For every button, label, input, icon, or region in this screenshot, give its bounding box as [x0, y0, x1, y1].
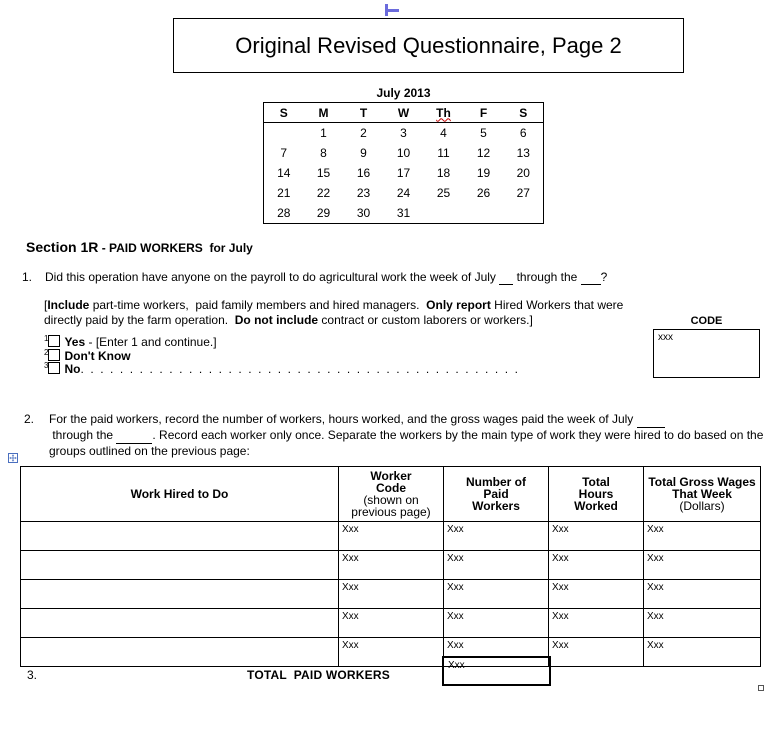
- instr-text-1: part-time workers, paid family members and hired managers.: [89, 298, 427, 312]
- calendar-week-row: [264, 183, 544, 203]
- table-row: [21, 580, 761, 609]
- total-wages-cell[interactable]: Xxx: [644, 551, 761, 580]
- worker-code-cell[interactable]: Xxx: [339, 580, 444, 609]
- calendar-day-cell: 1: [320, 126, 327, 140]
- calendar-day-cell: 7: [280, 146, 288, 160]
- header-work-hired: Work Hired to Do: [21, 467, 339, 522]
- calendar-day-cell: [424, 203, 464, 224]
- option-no[interactable]: [44, 361, 520, 376]
- header-number-paid: Number of Paid Workers: [444, 467, 549, 522]
- total-wages-cell[interactable]: Xxx: [644, 609, 761, 638]
- header-total-wages-title: Total Gross Wages That Week: [648, 475, 756, 501]
- calendar-day-cell: 28: [277, 206, 291, 220]
- section-title: PAID WORKERS: [109, 241, 203, 255]
- header-worker-code-title: Worker Code: [370, 469, 412, 495]
- section-suffix: for July: [202, 241, 253, 255]
- calendar-day-cell: 10: [396, 146, 411, 160]
- calendar-day-cell: 22: [316, 186, 331, 200]
- header-total-hours: Total Hours Worked: [549, 467, 644, 522]
- calendar-day-cell: 6: [519, 126, 527, 140]
- calendar-day-cell: 24: [396, 186, 411, 200]
- calendar-title: July 2013: [376, 86, 431, 100]
- header-worker-code-note: (shown on previous page): [351, 493, 431, 519]
- work-hired-cell[interactable]: [21, 522, 339, 551]
- total-hours-cell[interactable]: Xxx: [549, 522, 644, 551]
- calendar-day-header: S: [504, 103, 544, 123]
- calendar-day-cell: 15: [316, 166, 331, 180]
- instr-text-2: Hired Workers that were directly paid by the farm operation.: [44, 298, 627, 327]
- question-1-blank-end[interactable]: [581, 270, 601, 285]
- question-2-text-c: . Record each worker only once. Separate the workers by the main type of work they were hired to do based on the groups outlined on the previous page:: [49, 428, 764, 458]
- text-cursor-marker-icon: [385, 4, 399, 16]
- work-hired-cell[interactable]: [21, 551, 339, 580]
- calendar-day-cell: 30: [356, 206, 371, 220]
- question-1-text-c: ?: [600, 270, 608, 284]
- total-wages-cell[interactable]: Xxx: [644, 638, 761, 667]
- calendar-day-cell: 23: [356, 186, 371, 200]
- section-code: Section 1R: [26, 239, 99, 255]
- table-body: [21, 522, 761, 667]
- calendar-day-header: S: [264, 103, 304, 123]
- total-wages-cell[interactable]: Xxx: [644, 580, 761, 609]
- question-2-number: 2.: [24, 412, 35, 426]
- question-1-text-a: Did this operation have anyone on the payroll to do agricultural work the week of July: [45, 270, 500, 284]
- question-1-text: [45, 270, 607, 285]
- total-hours-cell[interactable]: Xxx: [549, 551, 644, 580]
- option-label: Yes: [64, 335, 86, 349]
- calendar-day-cell: 14: [277, 166, 291, 180]
- resize-handle-icon[interactable]: [758, 685, 764, 691]
- calendar-weeks: [264, 123, 544, 224]
- calendar-day-cell: [264, 123, 304, 144]
- work-hired-cell[interactable]: [21, 609, 339, 638]
- calendar: [263, 102, 544, 224]
- calendar-day-cell: 5: [480, 126, 487, 140]
- calendar-day-header: W: [384, 103, 424, 123]
- header-total-wages-note: (Dollars): [679, 499, 725, 513]
- code-input[interactable]: [653, 329, 760, 378]
- question-2-text-a: For the paid workers, record the number of workers, hours worked, and the gross wages paid the week of July: [49, 412, 637, 426]
- question-2-text: [49, 412, 767, 459]
- instr-open: [: [44, 298, 48, 312]
- paid-workers-table: [20, 466, 761, 667]
- instr-do-not-include: Do not include: [234, 313, 319, 327]
- instr-only-report: Only report: [426, 298, 491, 312]
- option-number: 3: [44, 361, 49, 370]
- calendar-day-cell: 16: [356, 166, 371, 180]
- worker-code-cell[interactable]: Xxx: [339, 551, 444, 580]
- question-1-instructions: [44, 298, 664, 328]
- question-1-number: 1.: [22, 270, 33, 284]
- table-row: [21, 551, 761, 580]
- code-label: CODE: [690, 315, 723, 327]
- calendar-day-header: M: [304, 103, 344, 123]
- table-row: [21, 609, 761, 638]
- option-number: 1: [44, 334, 49, 343]
- section-dash: -: [98, 241, 110, 255]
- question-2-blank-end[interactable]: [116, 428, 152, 444]
- total-hours-cell[interactable]: Xxx: [549, 580, 644, 609]
- total-paid-workers-label: TOTAL PAID WORKERS: [247, 668, 390, 682]
- checkbox-no[interactable]: [48, 362, 60, 374]
- number-paid-cell[interactable]: Xxx: [444, 522, 549, 551]
- total-paid-workers-input[interactable]: [442, 656, 551, 686]
- calendar-day-cell: 2: [360, 126, 367, 140]
- total-paid-workers-value: Xxx: [448, 660, 465, 671]
- page-title: [173, 18, 684, 73]
- number-paid-cell[interactable]: Xxx: [444, 638, 549, 667]
- option-number: 2: [44, 348, 49, 357]
- question-2-text-b: through the: [49, 428, 117, 442]
- calendar-day-cell: 4: [440, 126, 447, 140]
- calendar-day-header: F: [464, 103, 504, 123]
- header-worker-code: [339, 467, 444, 522]
- number-paid-cell[interactable]: Xxx: [444, 580, 549, 609]
- calendar-day-cell: 3: [400, 126, 407, 140]
- question-1-text-b: through the: [513, 270, 581, 284]
- number-paid-cell[interactable]: Xxx: [444, 609, 549, 638]
- number-paid-cell[interactable]: Xxx: [444, 551, 549, 580]
- worker-code-cell[interactable]: Xxx: [339, 638, 444, 667]
- calendar-week-row: [264, 123, 544, 144]
- calendar-day-cell: 17: [396, 166, 411, 180]
- calendar-week-row: [264, 203, 544, 224]
- calendar-day-cell: 25: [436, 186, 451, 200]
- checkbox-dont-know[interactable]: [48, 349, 60, 361]
- section-heading: [26, 239, 253, 255]
- calendar-day-cell: 26: [476, 186, 491, 200]
- calendar-day-cell: 13: [516, 146, 530, 160]
- calendar-week-row: [264, 163, 544, 183]
- code-value: xxx: [658, 332, 673, 343]
- calendar-day-cell: [464, 203, 504, 224]
- calendar-week-row: [264, 143, 544, 163]
- question-2-blank-start[interactable]: [637, 412, 665, 428]
- calendar-day-header-text: Th: [436, 105, 451, 120]
- calendar-day-header-row: [264, 103, 544, 123]
- header-total-wages: [644, 467, 761, 522]
- calendar-day-cell: 8: [320, 146, 327, 160]
- calendar-day-cell: [504, 203, 544, 224]
- table-move-handle-icon[interactable]: [8, 453, 18, 463]
- question-3-number: 3.: [27, 668, 38, 682]
- instr-include: Include: [47, 298, 90, 312]
- calendar-day-header: [424, 103, 464, 123]
- question-1-blank-start[interactable]: [499, 270, 513, 285]
- option-leader-dots: . . . . . . . . . . . . . . . . . . . . . . . . . . . . . . . . . . . . . . . . . . . . .: [80, 362, 520, 376]
- calendar-day-cell: 29: [316, 206, 331, 220]
- calendar-day-cell: 12: [476, 146, 491, 160]
- calendar-day-cell: 11: [437, 146, 450, 160]
- checkbox-yes[interactable]: [48, 335, 60, 347]
- calendar-day-cell: 19: [476, 166, 491, 180]
- table-row: [21, 638, 761, 667]
- option-note: - [Enter 1 and continue.]: [85, 335, 217, 349]
- calendar-day-cell: 20: [516, 166, 530, 180]
- total-hours-cell[interactable]: Xxx: [549, 638, 644, 667]
- calendar-day-cell: 18: [436, 166, 451, 180]
- calendar-day-cell: 31: [396, 206, 411, 220]
- worker-code-cell[interactable]: Xxx: [339, 609, 444, 638]
- calendar-day-header: T: [344, 103, 384, 123]
- option-yes[interactable]: [44, 334, 217, 349]
- calendar-day-cell: 21: [277, 186, 291, 200]
- option-label: Don't Know: [64, 349, 131, 363]
- instr-text-3: contract or custom laborers or workers.]: [318, 313, 533, 327]
- calendar-day-cell: 9: [360, 146, 367, 160]
- page-title-text: Original Revised Questionnaire, Page 2: [235, 32, 622, 58]
- option-label: No: [64, 362, 81, 376]
- work-hired-cell[interactable]: [21, 638, 339, 667]
- worker-code-cell[interactable]: Xxx: [339, 522, 444, 551]
- work-hired-cell[interactable]: [21, 580, 339, 609]
- calendar-day-cell: 27: [516, 186, 530, 200]
- table-row: [21, 522, 761, 551]
- total-hours-cell[interactable]: Xxx: [549, 609, 644, 638]
- total-wages-cell[interactable]: Xxx: [644, 522, 761, 551]
- table-header-row: [21, 467, 761, 522]
